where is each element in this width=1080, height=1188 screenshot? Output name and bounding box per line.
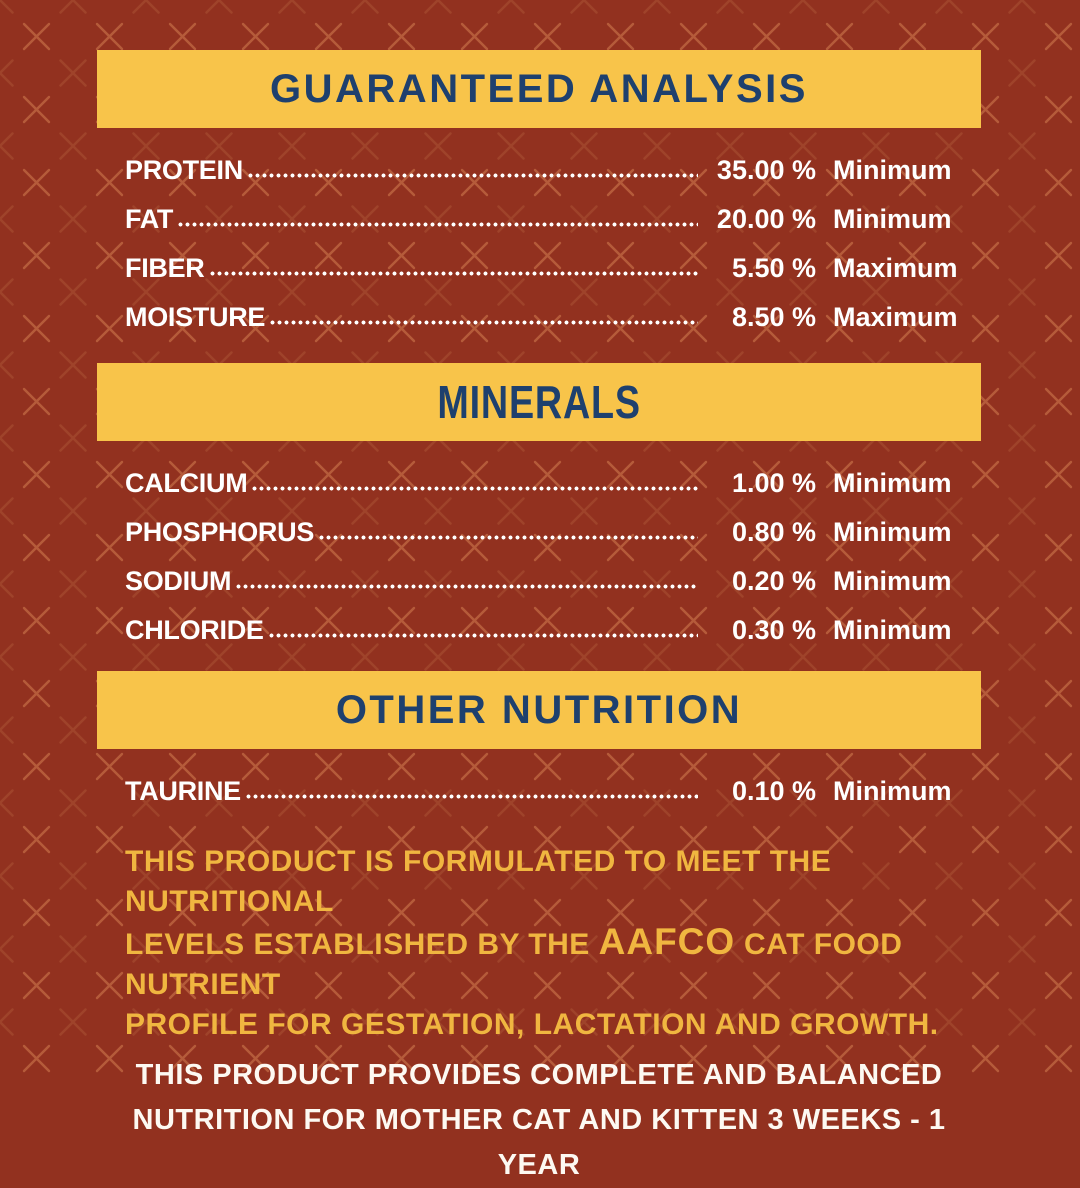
guaranteed-analysis-rows xyxy=(97,128,981,363)
dotted-leader xyxy=(209,270,698,277)
nutrient-name: FAT xyxy=(125,204,174,234)
nutrient-name: CALCIUM xyxy=(125,468,248,498)
nutrient-row-phosphorus xyxy=(125,508,955,557)
other-nutrition-rows xyxy=(97,749,981,816)
section-header-guaranteed-analysis xyxy=(97,50,981,128)
nutrient-value: 0.30 % xyxy=(731,615,816,645)
dotted-leader xyxy=(268,632,698,639)
nutrient-name: PROTEIN xyxy=(125,155,243,185)
nutrient-row-protein xyxy=(125,146,955,195)
nutrient-value: 5.50 % xyxy=(731,253,816,283)
nutrient-qualifier: Minimum xyxy=(833,615,952,645)
section-header-other-nutrition xyxy=(97,671,981,749)
dotted-leader xyxy=(269,319,698,326)
nutrient-name: TAURINE xyxy=(125,776,241,806)
nutrient-qualifier: Minimum xyxy=(833,566,952,596)
nutrient-name: MOISTURE xyxy=(125,302,266,332)
nutrient-qualifier: Minimum xyxy=(833,468,952,498)
top-spacer xyxy=(97,0,981,50)
dotted-leader xyxy=(177,221,698,228)
nutrient-qualifier: Minimum xyxy=(833,155,952,185)
nutrient-row-sodium xyxy=(125,557,955,606)
nutrient-row-moisture xyxy=(125,293,958,342)
nutrient-qualifier: Minimum xyxy=(833,517,952,547)
dotted-leader xyxy=(245,793,698,800)
dotted-leader xyxy=(247,172,698,179)
nutrient-row-calcium xyxy=(125,459,955,508)
nutrient-name: FIBER xyxy=(125,253,205,283)
nutrient-value: 35.00 % xyxy=(716,155,816,185)
nutrient-value: 0.10 % xyxy=(731,776,816,806)
nutrient-name: SODIUM xyxy=(125,566,232,596)
complete-balanced-statement xyxy=(97,1053,981,1188)
nutrient-qualifier: Minimum xyxy=(833,204,952,234)
nutrient-value: 20.00 % xyxy=(716,204,816,234)
aafco-note-line1: THIS PRODUCT IS FORMULATED TO MEET THE NUTRITIONAL xyxy=(125,845,832,918)
aafco-note xyxy=(97,842,981,1045)
section-title: GUARANTEED ANALYSIS xyxy=(270,66,808,111)
dotted-leader xyxy=(235,583,698,590)
nutrient-name: PHOSPHORUS xyxy=(125,517,315,547)
dotted-leader xyxy=(251,485,698,492)
nutrient-value: 0.20 % xyxy=(731,566,816,596)
nutrient-qualifier: Maximum xyxy=(833,253,958,283)
aafco-note-line3: PROFILE FOR GESTATION, LACTATION AND GROWTH. xyxy=(125,1008,939,1041)
nutrient-row-fiber xyxy=(125,244,958,293)
nutrient-row-chloride xyxy=(125,606,955,655)
aafco-note-line2-after: CAT FOOD NUTRIENT xyxy=(125,928,903,1001)
nutrient-value: 1.00 % xyxy=(731,468,816,498)
section-title: MINERALS xyxy=(437,376,641,428)
statement-line2: NUTRITION FOR MOTHER CAT AND KITTEN 3 WEEKS - 1 YEAR xyxy=(132,1104,946,1181)
aafco-note-line2-before: LEVELS ESTABLISHED BY THE xyxy=(125,928,599,961)
nutrient-row-taurine xyxy=(125,767,955,816)
nutrition-label xyxy=(97,0,981,1188)
section-header-minerals xyxy=(97,363,981,441)
nutrient-value: 8.50 % xyxy=(731,302,816,332)
nutrient-qualifier: Minimum xyxy=(833,776,952,806)
nutrient-qualifier: Maximum xyxy=(833,302,958,332)
minerals-rows xyxy=(97,441,981,671)
dotted-leader xyxy=(318,534,698,541)
nutrient-value: 0.80 % xyxy=(731,517,816,547)
aafco-brand-name: AAFCO xyxy=(598,921,736,962)
nutrient-name: CHLORIDE xyxy=(125,615,264,645)
section-title: OTHER NUTRITION xyxy=(335,687,743,732)
statement-line1: THIS PRODUCT PROVIDES COMPLETE AND BALANCED xyxy=(135,1059,943,1091)
nutrient-row-fat xyxy=(125,195,955,244)
